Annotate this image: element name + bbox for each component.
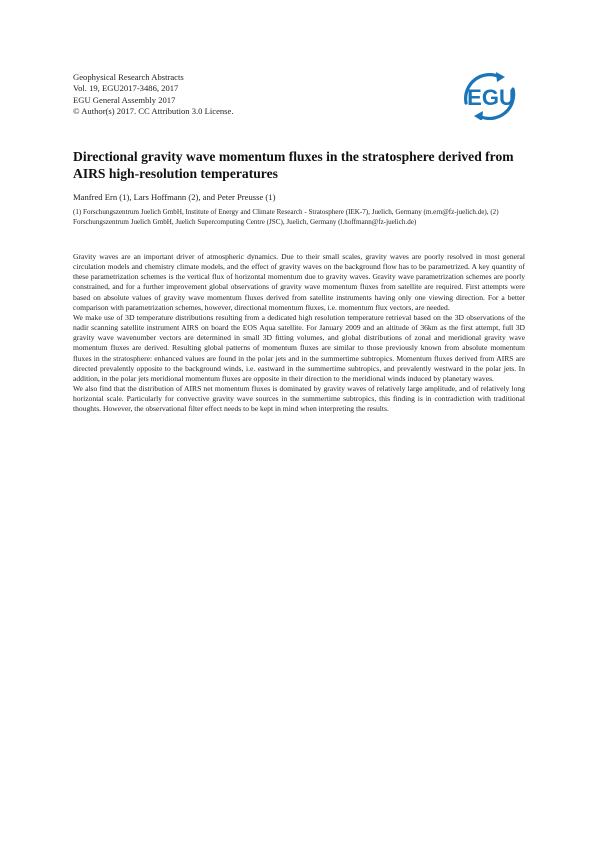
abstract-paragraph: We make use of 3D temperature distributions resulting from a dedicated high resolution temperature retrieval based on the 3D observations of the nadir scanning satellite instrument AIRS on board the EOS Aqua satellite. For January 2009 and an altitude of 36km as the first attempt, full 3D gravity wave wavenumber vectors are determined in small 3D fitting volumes, and global distributions of zonal and meridional gravity wave momentum fluxes are derived. Resulting global patterns of momentum fluxes are similar to those previously known from absolute momentum fluxes in the stratosphere: enhanced values are found in the polar jets and in the summertime subtropics. Momentum fluxes derived from AIRS are directed prevalently opposite to the background winds, i.e. eastward in the summertime subtropics, and prevalently westward in the polar jets. In addition, in the polar jets meridional momentum fluxes are opposite in their direction to the meridional winds induced by planetary waves.	[73, 312, 525, 383]
logo-text: EGU	[467, 85, 515, 110]
assembly-name: EGU General Assembly 2017	[73, 94, 176, 105]
abstract-paragraph: Gravity waves are an important driver of atmospheric dynamics. Due to their small scales, gravity waves are poorly resolved in most general circulation models and chemistry climate models, and the effect of gravity waves on the background flow has to be parametrized. A key quantity of these parametrization schemes is the vertical flux of horizontal momentum due to gravity waves. Gravity wave parametrization schemes are poorly constrained, and for a further improvement global observations of gravity wave momentum fluxes from satellite are required. First attempts were based on absolute values of gravity wave momentum fluxes derived from satellite instruments having only one viewing direction. For a better comparison with parametrization schemes, however, directional momentum fluxes, i.e. momentum flux vectors, are needed.	[73, 252, 525, 312]
volume-info: Vol. 19, EGU2017-3486, 2017	[73, 83, 179, 94]
egu-logo-icon	[455, 70, 525, 120]
paper-title: Directional gravity wave momentum fluxes in the stratosphere derived from AIRS high-resolution temperatures	[73, 149, 514, 181]
affiliations: (1) Forschungszentrum Juelich GmbH, Institute of Energy and Climate Research - Stratosphere (IEK-7), Juelich, Germany (m.ern@fz-juelich.de), (2) Forschungszentrum Juelich GmbH, Juelich Supercomputing Centre (JSC), Juelich, Germany (l.hoffmann@fz-juelich.de)	[73, 208, 499, 227]
abstract-body	[73, 252, 525, 415]
abstract-paragraph: We also find that the distribution of AIRS net momentum fluxes is dominated by gravity waves of relatively large amplitude, and of relatively long horizontal scale. Particularly for convective gravity wave sources in the summertime subtropics, this finding is in contradiction with traditional thoughts. However, the observational filter effect needs to be kept in mind when interpreting the results.	[73, 384, 525, 414]
publication-header	[73, 72, 373, 118]
author-list: Manfred Ern (1), Lars Hoffmann (2), and Peter Preusse (1)	[73, 192, 276, 202]
journal-name: Geophysical Research Abstracts	[73, 72, 184, 82]
copyright-notice: © Author(s) 2017. CC Attribution 3.0 License.	[73, 106, 234, 117]
